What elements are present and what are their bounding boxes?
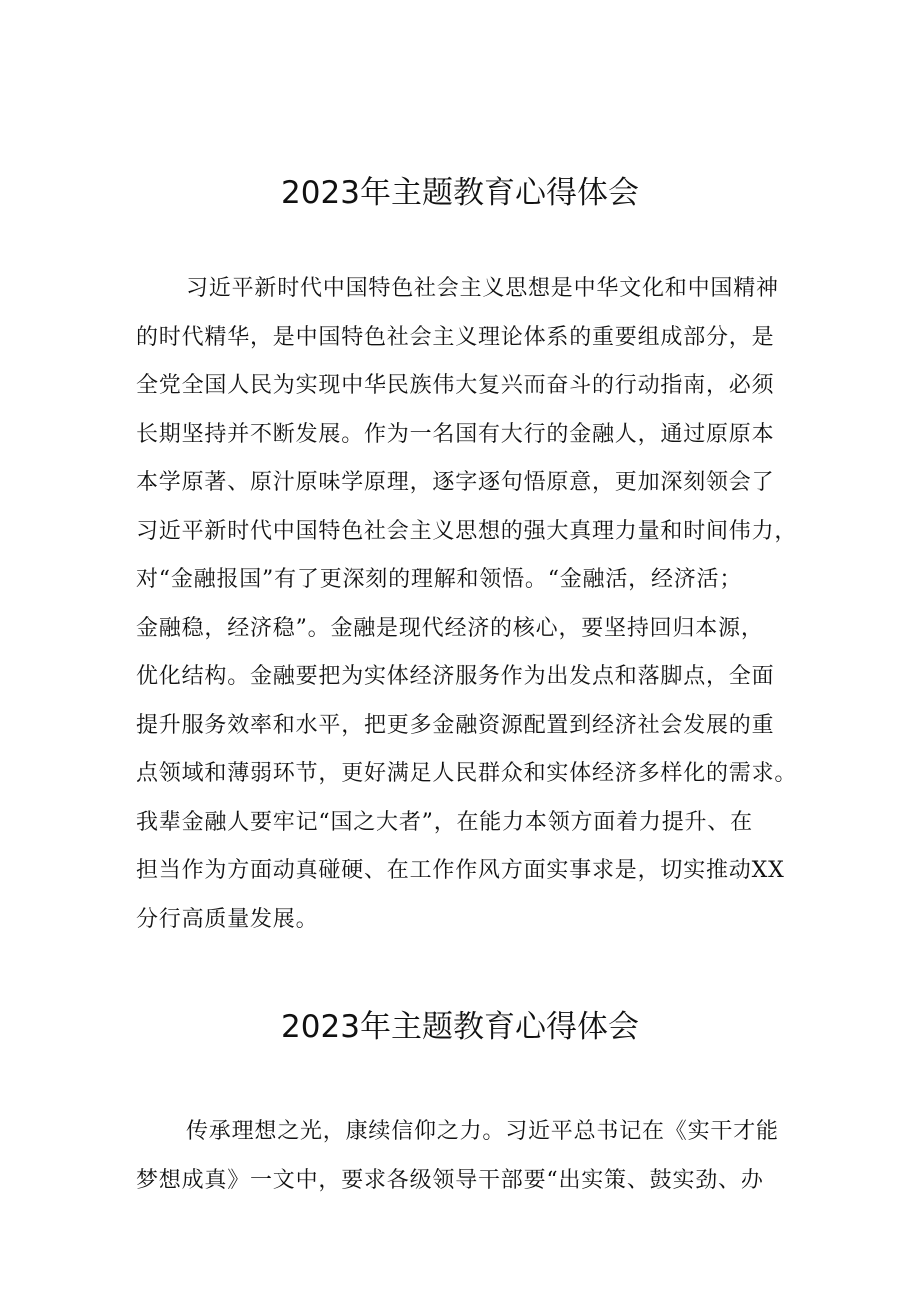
text-line: 我辈金融人要牢记“国之大者”，在能力本领方面着力提升、在 [136,809,753,835]
text-line: 对“金融报国”有了更深刻的理解和领悟。“金融活，经济活； [136,567,743,592]
text-line: 本学原著、原汁原味学原理，逐字逐句悟原意，更加深刻领会了 [136,470,775,495]
text-line: 提升服务效率和水平，把更多金融资源配置到经济社会发展的重 [136,712,775,738]
text-line: 分行高质量发展。 [136,906,319,932]
text-line: 全党全国人民为实现中华民族伟大复兴而奋斗的行动指南，必须 [136,373,775,398]
text-line: 习近平新时代中国特色社会主义思想的强大真理力量和时间伟力， [136,518,798,544]
text-line: 传承理想之光，康续信仰之力。习近平总书记在《实干才能 [186,1119,779,1144]
text-line: 习近平新时代中国特色社会主义思想是中华文化和中国精神 [186,276,779,301]
section-body [136,265,806,944]
text-line: 担当作为方面动真碰硬、在工作作风方面实事求是，切实推动XX [136,858,785,883]
text-line: 梦想成真》一文中，要求各级领导干部要“出实策、鼓实劲、办 [136,1167,764,1193]
text-line: 的时代精华，是中国特色社会主义理论体系的重要组成部分，是 [136,324,775,350]
text-line: 金融稳，经济稳”。金融是现代经济的核心，要坚持回归本源， [136,615,764,641]
section-title: 2023年主题教育心得体会 [281,1009,639,1045]
text-line: 长期坚持并不断发展。作为一名国有大行的金融人，通过原原本 [136,421,775,447]
text-line: 优化结构。金融要把为实体经济服务作为出发点和落脚点，全面 [136,664,775,689]
text-line: 点领域和薄弱环节，更好满足人民群众和实体经济多样化的需求。 [136,761,798,786]
section-title: 2023年主题教育心得体会 [281,175,639,211]
section-body [136,1108,806,1205]
